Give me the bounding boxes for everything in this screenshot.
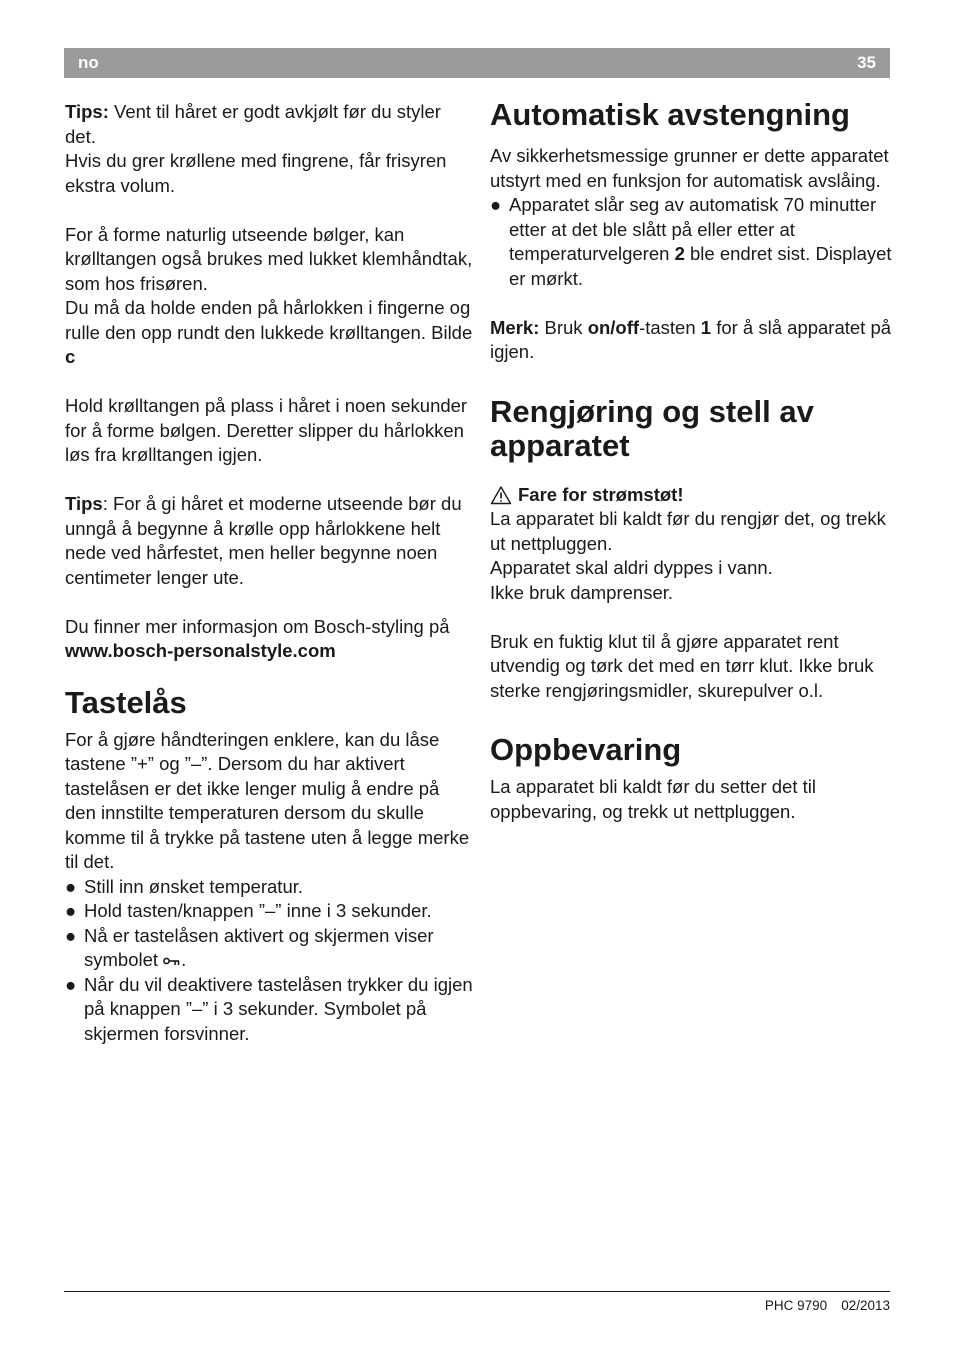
list-item: ● Når du vil deaktivere tastelåsen trykker du igjen på knappen ”–” i 3 sekunder. Symbolet på skjermen forsvinner. bbox=[65, 973, 473, 1044]
footer-divider bbox=[64, 1291, 890, 1292]
model-number: PHC 9790 bbox=[764, 1298, 828, 1313]
cleaning-p3: Ikke bruk damprenser. bbox=[490, 581, 674, 603]
language-code: no bbox=[78, 53, 99, 72]
list-item: ● Nå er tastelåsen aktivert og skjermen viser symbolet . bbox=[65, 924, 434, 970]
left-column bbox=[65, 100, 475, 1046]
more-info-paragraph: Du finner mer informasjon om Bosch-styling på www.bosch-personalstyle.com bbox=[65, 615, 450, 661]
warning-triangle-icon bbox=[490, 485, 512, 505]
cleaning-p2: Apparatet skal aldri dyppes i vann. bbox=[490, 557, 773, 578]
cleaning-p1: La apparatet bli kaldt før du rengjør det, og trekk ut nettpluggen. bbox=[490, 508, 886, 554]
storage-text: La apparatet bli kaldt før du setter det til oppbevaring, og trekk ut nettpluggen. bbox=[490, 776, 816, 822]
note-label: Merk: bbox=[490, 316, 540, 338]
list-item: ● Apparatet slår seg av automatisk 70 minutter etter at det ble slått på eller etter at temperaturvelgeren 2 ble endret sist. Displayet er mørkt. bbox=[490, 194, 892, 289]
publication-date: 02/2013 bbox=[841, 1298, 890, 1313]
warning-label: Fare for strømstøt! bbox=[518, 483, 684, 505]
note-paragraph: Merk: Bruk on/off-tasten 1 for å slå apparatet på igjen. bbox=[490, 316, 892, 362]
tips-label: Tips: bbox=[65, 101, 109, 122]
tips-paragraph: Tips: Vent til håret er godt avkjølt før du styler det. bbox=[65, 101, 441, 147]
tips-modern-paragraph: Tips: For å gi håret et moderne utseende bør du unngå å begynne å krølle opp hårlokkene helt nede ved hårfestet, men heller begynne noen centimeter lenger ute. bbox=[65, 493, 462, 588]
auto-off-intro: Av sikkerhetsmessige grunner er dette apparatet utstyrt med en funksjon for automatisk avslåing. bbox=[490, 145, 889, 191]
volume-paragraph: Hvis du grer krøllene med fingrene, får frisyren ekstra volum. bbox=[65, 150, 447, 196]
website-link[interactable]: www.bosch-personalstyle.com bbox=[65, 640, 336, 661]
waves-paragraph: For å forme naturlig utseende bølger, kan krølltangen også brukes med lukket klemhåndtak, som hos frisøren. bbox=[65, 223, 473, 294]
warning-line bbox=[490, 483, 900, 508]
footer bbox=[765, 1298, 890, 1313]
auto-off-list bbox=[490, 193, 900, 291]
key-lock-icon bbox=[163, 955, 181, 967]
hold-lock-paragraph: Du må da holde enden på hårlokken i fingerne og rulle den opp rundt den lukkede krølltangen. Bilde c bbox=[65, 297, 473, 367]
hold-tong-paragraph: Hold krølltangen på plass i håret i noen sekunder for å forme bølgen. Deretter slipper du hårlokken løs fra krølltangen igjen. bbox=[65, 395, 468, 465]
page-number: 35 bbox=[857, 53, 876, 72]
tips-label-2: Tips bbox=[65, 493, 103, 514]
tastelas-intro: For å gjøre håndteringen enklere, kan du låse tastene ”+” og ”–”. Dersom du har aktivert tastelåsen er det ikke lenger mulig å endre på den innstilte temperaturen dersom du skulle komme til å trykke på tastene uten å legge merke til det. bbox=[65, 728, 470, 872]
list-item: ● Still inn ønsket temperatur. bbox=[65, 875, 304, 897]
cleaning-p4: Bruk en fuktig klut til å gjøre apparatet rent utvendig og tørk det med en tørr klut. Ikke bruk sterke rengjøringsmidler, skurepulver o.l. bbox=[490, 630, 874, 701]
section-title-cleaning: Rengjøring og stell av apparatet bbox=[490, 393, 814, 463]
section-title-storage: Oppbevaring bbox=[490, 732, 682, 767]
section-title-tastelas: Tastelås bbox=[65, 684, 187, 720]
section-title-auto-off: Automatisk avstengning bbox=[490, 97, 850, 132]
right-column bbox=[490, 97, 900, 824]
figure-ref: c bbox=[65, 346, 76, 367]
page-header-bar bbox=[64, 48, 890, 78]
list-item: ● Hold tasten/knappen ”–” inne i 3 sekunder. bbox=[65, 900, 432, 921]
tastelas-steps bbox=[65, 875, 475, 1047]
